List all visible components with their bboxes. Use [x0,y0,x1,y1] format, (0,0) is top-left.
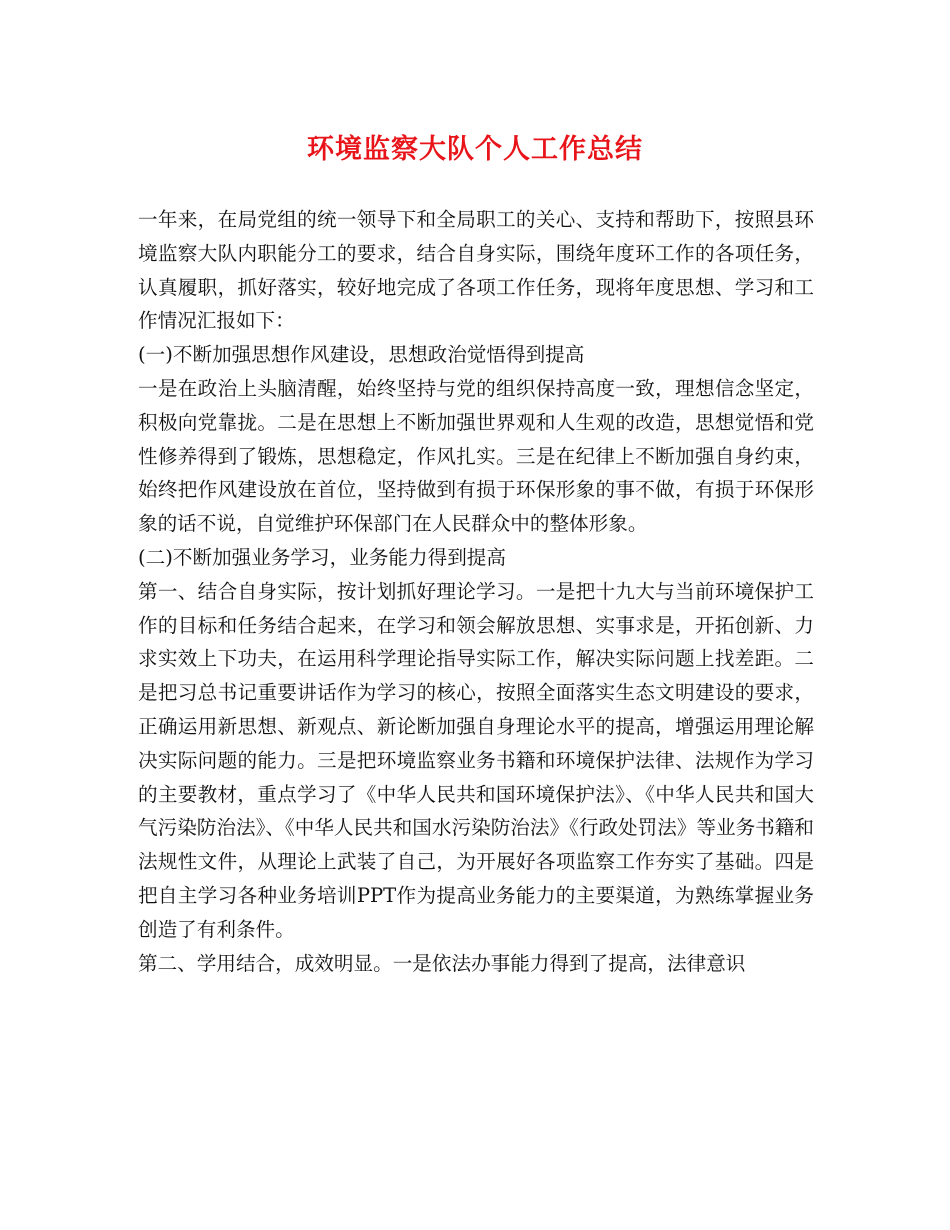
section-heading-1: (一)不断加强思想作风建设，思想政治觉悟得到提高 [138,343,585,367]
paragraph-section-1: 一是在政治上头脑清醒，始终坚持与党的组织保持高度一致，理想信念坚定，积极向党靠拢。二是在思想上不断加强世界观和人生观的改造，思想觉悟和党性修养得到了锻炼，思想稳定，作风扎实。三是在纪律上不断加强自身约束，始终把作风建设放在首位，坚持做到有损于环保形象的事不做，有损于环保形象的话不说，自觉维护环保部门在人民群众中的整体形象。 [138,376,814,536]
paragraph-section-2-second: 第二、学用结合，成效明显。一是依法办事能力得到了提高，法律意识 [138,951,746,975]
document-body [138,203,814,980]
paragraph-section-2-first: 第一、结合自身实际，按计划抓好理论学习。一是把十九大与当前环境保护工作的目标和任务结合起来，在学习和领会解放思想、实事求是，开拓创新、力求实效上下功夫，在运用科学理论指导实际工作，解决实际问题上找差距。二是把习总书记重要讲话作为学习的核心，按照全面落实生态文明建设的要求，正确运用新思想、新观点、新论断加强自身理论水平的提高，增强运用理论解决实际问题的能力。三是把环境监察业务书籍和环境保护法律、法规作为学习的主要教材，重点学习了《中华人民共和国环境保护法》、《中华人民共和国大气污染防治法》、《中华人民共和国水污染防治法》《行政处罚法》等业务书籍和法规性文件，从理论上武装了自己，为开展好各项监察工作夯实了基础。四是把自主学习各种业务培训PPT作为提高业务能力的主要渠道，为熟练掌握业务创造了有利条件。 [138,579,814,941]
document-title: 环境监察大队个人工作总结 [307,134,643,165]
section-heading-2: (二)不断加强业务学习，业务能力得到提高 [138,545,506,569]
paragraph-intro: 一年来，在局党组的统一领导下和全局职工的关心、支持和帮助下，按照县环境监察大队内职能分工的要求，结合自身实际，围绕年度环工作的各项任务，认真履职，抓好落实，较好地完成了各项工作任务，现将年度思想、学习和工作情况汇报如下： [138,208,814,333]
